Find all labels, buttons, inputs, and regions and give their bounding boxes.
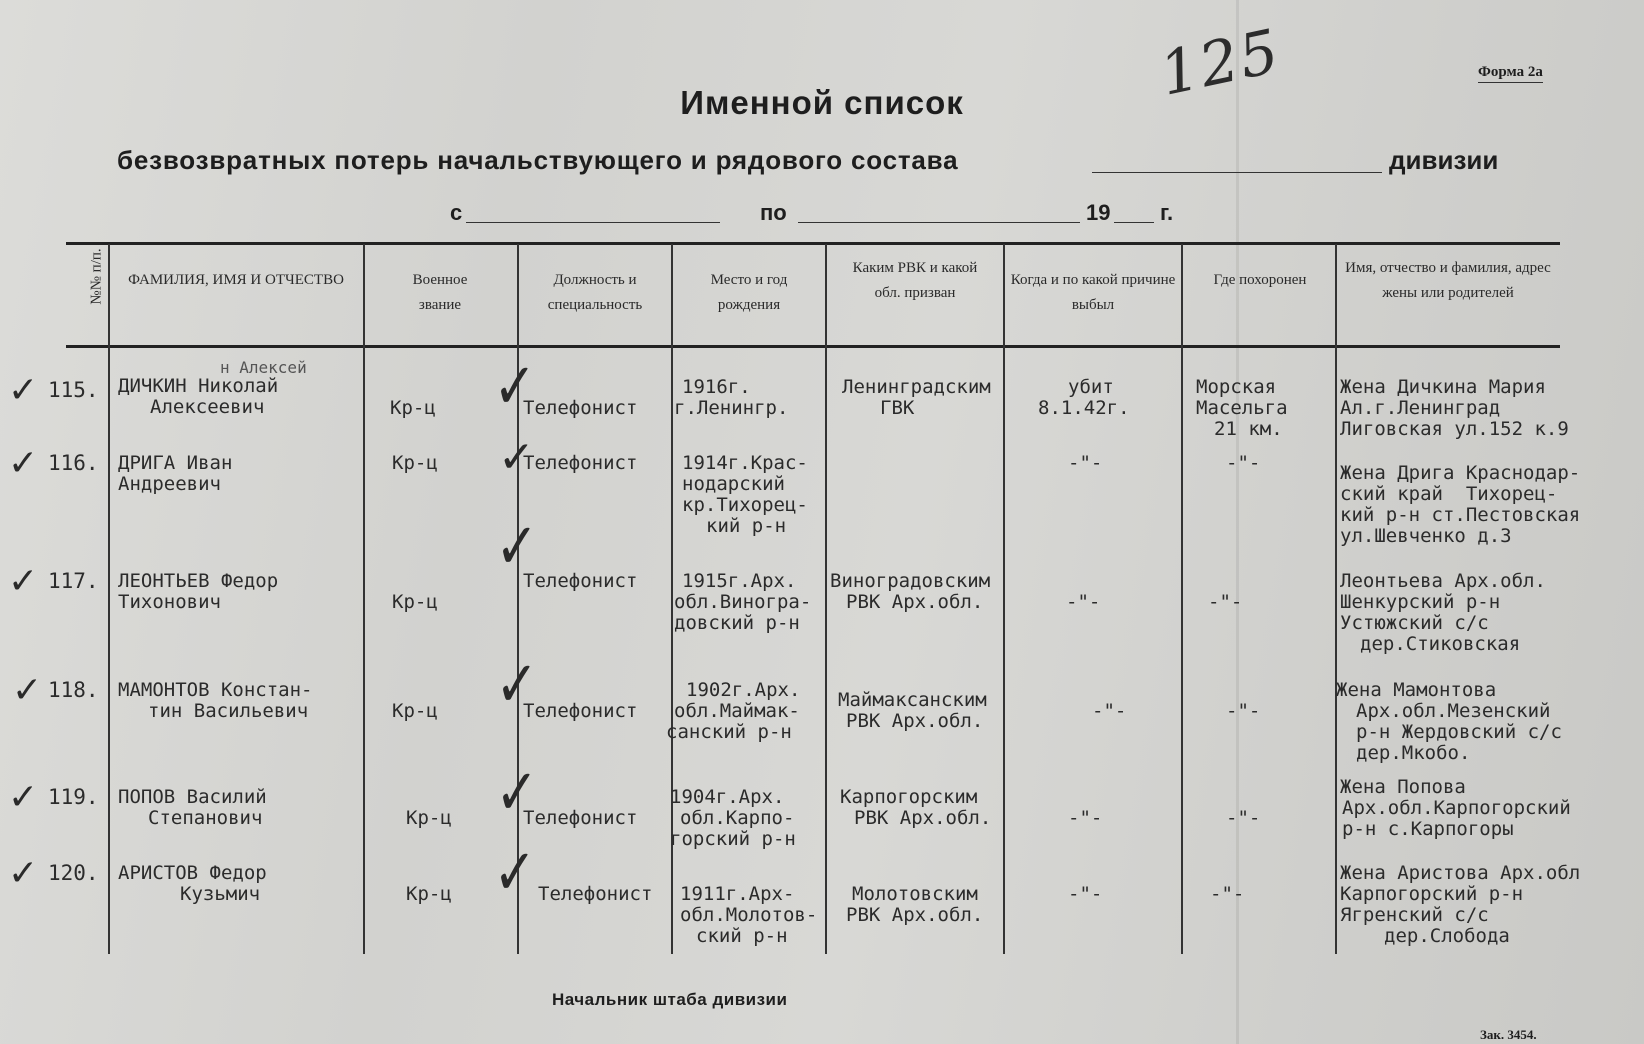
row-birth-line: 1904г.Арх. xyxy=(670,786,785,808)
row-birth-line: обл.Карпо- xyxy=(680,807,795,829)
row-name-line: ПОПОВ Василий xyxy=(118,786,267,808)
col-divider xyxy=(1181,244,1183,954)
row-rvk-line: РВК Арх.обл. xyxy=(846,710,984,732)
row-relatives-line: ский край Тихорец- xyxy=(1340,483,1558,505)
row-relatives-line: Жена Мамонтова xyxy=(1336,679,1497,701)
row-name-line: Кузьмич xyxy=(180,883,261,905)
row-birth-line: обл.Молотов- xyxy=(680,904,818,926)
row-rvk-line: РВК Арх.обл. xyxy=(854,807,992,829)
row-relatives-line: Ягренский с/с xyxy=(1340,904,1489,926)
row-relatives-line: р-н Жердовский с/с xyxy=(1356,721,1562,743)
date-from-label: с xyxy=(450,200,463,225)
header-rvk: Каким РВК и какой обл. призван xyxy=(852,260,978,301)
header-number: №№ п/п. xyxy=(88,248,105,305)
row-relatives-line: Жена Дрига Краснодар- xyxy=(1340,462,1581,484)
row-birth-line: ский р-н xyxy=(696,925,788,947)
row-name-line: Тихонович xyxy=(118,591,221,613)
row-relatives-line: Карпогорский р-н xyxy=(1340,883,1524,905)
date-year-line xyxy=(1114,222,1154,223)
row-relatives-line: дер.Мкобо. xyxy=(1356,742,1471,764)
row-rvk-line: Виноградовским xyxy=(830,570,991,592)
row-birth-line: кий р-н xyxy=(706,515,787,537)
row-rank: Кр-ц xyxy=(392,452,438,474)
row-birth-line: 1914г.Крас- xyxy=(682,452,808,474)
row-position: Телефонист xyxy=(523,452,638,474)
checkmark-icon: ✓ xyxy=(495,648,539,722)
row-rvk-line: Карпогорским xyxy=(840,786,978,808)
header-when: Когда и по какой причине выбыл xyxy=(1010,272,1176,313)
order-number: Зак. 3454. xyxy=(1480,1027,1537,1042)
checkmark-icon: ✓ xyxy=(8,443,39,484)
header-rank: Военное звание xyxy=(412,272,468,313)
row-buried-line: -"- xyxy=(1226,700,1261,722)
row-name-line: Алексеевич xyxy=(150,396,265,418)
row-birth-line: 1911г.Арх- xyxy=(680,883,795,905)
checkmark-icon: ✓ xyxy=(8,561,39,602)
row-rank: Кр-ц xyxy=(406,807,452,829)
header-buried: Где похоронен xyxy=(1213,272,1307,288)
row-buried-line: Морская xyxy=(1196,376,1277,398)
row-number: 116. xyxy=(48,451,99,475)
col-divider xyxy=(825,244,827,954)
header-relatives: Имя, отчество и фамилия, адрес жены или родителей xyxy=(1345,260,1551,301)
row-buried-line: 21 км. xyxy=(1214,418,1283,440)
row-relatives-line: Устюжский с/с xyxy=(1340,612,1489,634)
header-name: ФАМИЛИЯ, ИМЯ И ОТЧЕСТВО xyxy=(128,272,344,288)
checkmark-icon: ✓ xyxy=(8,853,39,894)
row-buried-line: -"- xyxy=(1226,807,1261,829)
row-name-line: ЛЕОНТЬЕВ Федор xyxy=(118,570,279,592)
row-rvk-line: Молотовским xyxy=(852,883,978,905)
row-rank: Кр-ц xyxy=(406,883,452,905)
handwritten-number: 125 xyxy=(1154,16,1287,110)
row-relatives-line: Шенкурский р-н xyxy=(1340,591,1501,613)
row-when-line: убит xyxy=(1068,376,1114,398)
col-divider xyxy=(1003,244,1005,954)
row-rvk-line: РВК Арх.обл. xyxy=(846,591,984,613)
row-number: 119. xyxy=(48,785,99,809)
document-title: Именной список xyxy=(680,84,964,121)
row-name-line: ДИЧКИН Николай xyxy=(118,375,279,397)
row-name-line: МАМОНТОВ Констан- xyxy=(118,679,313,701)
checkmark-icon: ✓ xyxy=(8,370,39,411)
checkmark-icon: ✓ xyxy=(493,350,537,424)
row-birth-line: 1916г. xyxy=(682,376,751,398)
header-birth: Место и год рождения xyxy=(710,272,788,313)
row-when-line: -"- xyxy=(1068,807,1103,829)
division-fill-line xyxy=(1092,172,1382,173)
date-year-suffix: г. xyxy=(1160,200,1174,225)
row-name-line: АРИСТОВ Федор xyxy=(118,862,267,884)
date-year-label: 19 xyxy=(1086,200,1111,225)
col-divider xyxy=(1335,244,1337,954)
row-buried-line: -"- xyxy=(1208,591,1243,613)
col-divider xyxy=(108,244,110,954)
row-birth-line: 1902г.Арх. xyxy=(686,679,801,701)
row-position: Телефонист xyxy=(538,883,653,905)
date-from-line xyxy=(466,222,720,223)
row-position: Телефонист xyxy=(523,570,638,592)
row-number: 118. xyxy=(48,678,99,702)
row-buried-line: -"- xyxy=(1226,452,1261,474)
row-when-line: -"- xyxy=(1068,883,1103,905)
name-correction: н Алексей xyxy=(220,358,307,377)
row-relatives-line: Жена Попова xyxy=(1340,776,1466,798)
row-rvk-line: РВК Арх.обл. xyxy=(846,904,984,926)
row-rvk-line: Ленинградским xyxy=(842,376,991,398)
row-relatives-line: Ал.г.Ленинград xyxy=(1340,397,1501,419)
row-when-line: -"- xyxy=(1068,452,1103,474)
row-rank: Кр-ц xyxy=(392,700,438,722)
checkmark-icon: ✓ xyxy=(495,756,539,830)
row-birth-line: обл.Виногра- xyxy=(674,591,812,613)
row-relatives-line: кий р-н ст.Пестовская xyxy=(1340,504,1581,526)
row-name-line: ДРИГА Иван xyxy=(118,452,233,474)
signature-label: Начальник штаба дивизии xyxy=(552,990,788,1009)
row-relatives-line: Арх.обл.Мезенский xyxy=(1356,700,1551,722)
row-birth-line: нодарский xyxy=(682,473,785,495)
row-rank: Кр-ц xyxy=(390,397,436,419)
row-when-line: -"- xyxy=(1092,700,1127,722)
division-label: дивизии xyxy=(1389,145,1499,175)
row-relatives-line: Леонтьева Арх.обл. xyxy=(1340,570,1546,592)
row-name-line: тин Васильевич xyxy=(148,700,309,722)
checkmark-icon: ✓ xyxy=(498,432,535,483)
checkmark-icon: ✓ xyxy=(493,836,537,910)
row-birth-line: г.Ленингр. xyxy=(674,397,789,419)
col-divider xyxy=(363,244,365,954)
row-birth-line: обл.Маймак- xyxy=(674,700,800,722)
row-number: 117. xyxy=(48,569,99,593)
row-birth-line: довский р-н xyxy=(674,612,800,634)
row-position: Телефонист xyxy=(523,700,638,722)
row-relatives-line: Лиговская ул.152 к.9 xyxy=(1340,418,1569,440)
row-relatives-line: Жена Дичкина Мария xyxy=(1340,376,1546,398)
row-relatives-line: дер.Слобода xyxy=(1384,925,1510,947)
row-rvk-line: ГВК xyxy=(880,397,915,419)
row-when-line: 8.1.42г. xyxy=(1038,397,1130,419)
row-birth-line: горский р-н xyxy=(670,828,796,850)
checkmark-icon: ✓ xyxy=(8,777,39,818)
row-name-line: Андреевич xyxy=(118,473,221,495)
row-relatives-line: Жена Аристова Арх.обл xyxy=(1340,862,1581,884)
row-position: Телефонист xyxy=(523,397,638,419)
row-birth-line: кр.Тихорец- xyxy=(682,494,808,516)
checkmark-icon: ✓ xyxy=(495,510,539,584)
row-relatives-line: Арх.обл.Карпогорский xyxy=(1342,797,1571,819)
row-position: Телефонист xyxy=(523,807,638,829)
checkmark-icon: ✓ xyxy=(12,670,43,711)
document-subtitle: безвозвратных потерь начальствующего и рядового состава xyxy=(117,145,959,175)
row-buried-line: -"- xyxy=(1210,883,1245,905)
date-to-label: по xyxy=(760,200,787,225)
row-relatives-line: дер.Стиковская xyxy=(1360,633,1521,655)
row-relatives-line: р-н с.Карпогоры xyxy=(1342,818,1514,840)
row-relatives-line: ул.Шевченко д.3 xyxy=(1340,525,1512,547)
date-to-line xyxy=(798,222,1080,223)
form-label: Форма 2а xyxy=(1478,64,1543,83)
row-name-line: Степанович xyxy=(148,807,263,829)
row-birth-line: санский р-н xyxy=(666,721,792,743)
row-buried-line: Масельга xyxy=(1196,397,1288,419)
header-position: Должность и специальность xyxy=(547,272,643,313)
row-birth-line: 1915г.Арх. xyxy=(682,570,797,592)
row-number: 115. xyxy=(48,378,99,402)
row-rank: Кр-ц xyxy=(392,591,438,613)
row-rvk-line: Маймаксанским xyxy=(838,689,987,711)
row-when-line: -"- xyxy=(1066,591,1101,613)
row-number: 120. xyxy=(48,861,99,885)
